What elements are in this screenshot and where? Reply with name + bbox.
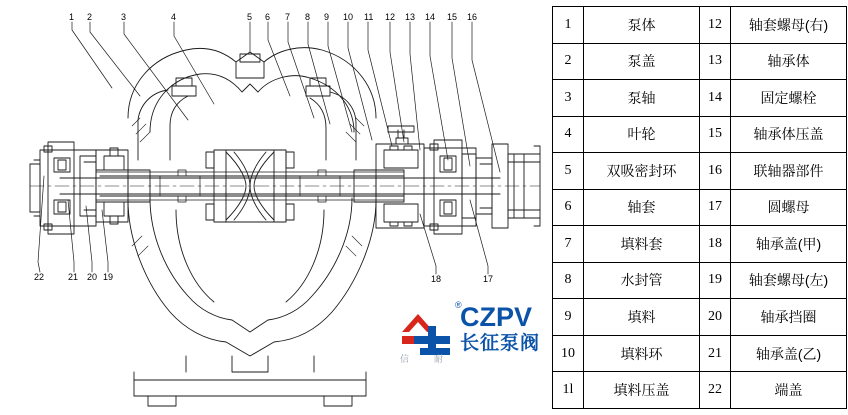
- svg-text:5: 5: [247, 12, 253, 22]
- logo-sub-left: 信: [400, 354, 410, 364]
- part-number: 22: [700, 372, 731, 409]
- part-number: 14: [700, 80, 731, 117]
- part-name: 泵体: [584, 7, 700, 44]
- svg-text:9: 9: [324, 12, 330, 22]
- svg-text:4: 4: [171, 12, 177, 22]
- svg-text:11: 11: [364, 12, 374, 22]
- svg-text:20: 20: [87, 272, 98, 282]
- part-number: 20: [700, 299, 731, 336]
- table-row: [553, 226, 847, 263]
- svg-text:2: 2: [87, 12, 93, 22]
- svg-text:21: 21: [68, 272, 79, 282]
- part-name: 泵盖: [584, 43, 700, 80]
- svg-text:19: 19: [103, 272, 114, 282]
- svg-text:6: 6: [265, 12, 271, 22]
- logo-text-en: CZPV: [460, 302, 533, 332]
- svg-text:12: 12: [385, 12, 396, 22]
- part-number: 1: [553, 7, 584, 44]
- part-name: 轴套螺母(右): [731, 7, 847, 44]
- svg-text:3: 3: [121, 12, 127, 22]
- part-name: 轴承盖(甲): [731, 226, 847, 263]
- part-name: 泵轴: [584, 80, 700, 117]
- part-number: 15: [700, 116, 731, 153]
- part-number: 6: [553, 189, 584, 226]
- table-row: [553, 372, 847, 409]
- part-name: 填料套: [584, 226, 700, 263]
- registered-trademark-mark: ®: [455, 300, 462, 310]
- table-row: [553, 335, 847, 372]
- svg-text:1: 1: [69, 12, 75, 22]
- table-row: [553, 189, 847, 226]
- part-name: 双吸密封环: [584, 153, 700, 190]
- part-name: 轴承体压盖: [731, 116, 847, 153]
- parts-list-table: [552, 6, 847, 409]
- part-name: 填料压盖: [584, 372, 700, 409]
- table-row: [553, 153, 847, 190]
- table-row: [553, 80, 847, 117]
- svg-text:13: 13: [405, 12, 416, 22]
- svg-text:14: 14: [425, 12, 436, 22]
- part-name: 圆螺母: [731, 189, 847, 226]
- logo-mark-icon: [398, 306, 456, 358]
- part-name: 轴套: [584, 189, 700, 226]
- table-row: [553, 7, 847, 44]
- svg-text:22: 22: [34, 272, 45, 282]
- part-name: 水封管: [584, 262, 700, 299]
- part-number: 21: [700, 335, 731, 372]
- part-number: 5: [553, 153, 584, 190]
- part-number: 3: [553, 80, 584, 117]
- svg-text:16: 16: [467, 12, 478, 22]
- part-name: 固定螺栓: [731, 80, 847, 117]
- part-name: 叶轮: [584, 116, 700, 153]
- logo-text-cn: 长征泵阀: [460, 333, 541, 354]
- part-name: 填料环: [584, 335, 700, 372]
- part-number: 12: [700, 7, 731, 44]
- part-name: 轴套螺母(左): [731, 262, 847, 299]
- svg-text:15: 15: [447, 12, 458, 22]
- part-number: 7: [553, 226, 584, 263]
- table-row: [553, 262, 847, 299]
- svg-text:7: 7: [285, 12, 291, 22]
- part-name: 联轴器部件: [731, 153, 847, 190]
- part-number: 13: [700, 43, 731, 80]
- part-number: 4: [553, 116, 584, 153]
- part-name: 填料: [584, 299, 700, 336]
- part-number: 19: [700, 262, 731, 299]
- svg-text:10: 10: [343, 12, 354, 22]
- table-row: [553, 43, 847, 80]
- svg-text:8: 8: [305, 12, 311, 22]
- part-number: 10: [553, 335, 584, 372]
- part-number: 9: [553, 299, 584, 336]
- part-number: 18: [700, 226, 731, 263]
- part-number: 8: [553, 262, 584, 299]
- part-name: 轴承体: [731, 43, 847, 80]
- part-name: 端盖: [731, 372, 847, 409]
- part-name: 轴承盖(乙): [731, 335, 847, 372]
- svg-text:18: 18: [431, 274, 442, 284]
- logo-sub-right: 耐: [434, 354, 444, 364]
- table-row: [553, 299, 847, 336]
- part-number: 1l: [553, 372, 584, 409]
- svg-text:17: 17: [483, 274, 494, 284]
- part-number: 16: [700, 153, 731, 190]
- table-row: [553, 116, 847, 153]
- part-number: 2: [553, 43, 584, 80]
- brand-logo: [398, 300, 544, 370]
- part-number: 17: [700, 189, 731, 226]
- part-name: 轴承挡圈: [731, 299, 847, 336]
